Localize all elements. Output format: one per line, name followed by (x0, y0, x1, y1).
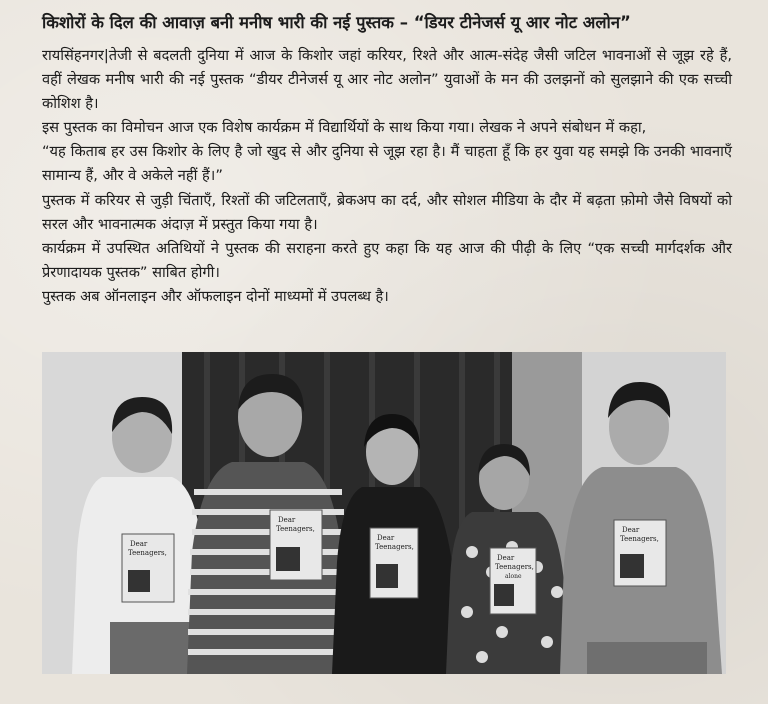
book-1 (122, 534, 174, 602)
paragraph-quote: “यह किताब हर उस किशोर के लिए है जो खुद से और दुनिया से जूझ रहा है। मैं चाहता हूँ कि हर युवा यह समझे कि उनकी भावनाएँ सामान्य हैं, और वे अकेले नहीं हैं।” (42, 143, 732, 185)
book-3 (370, 528, 418, 598)
book-4-subtitle: Teenagers, (495, 563, 534, 571)
article-body (42, 44, 732, 309)
headline: किशोरों के दिल की आवाज़ बनी मनीष भारी की नई पुस्तक – “डियर टीनेजर्स यू आर नोट अलोन” (42, 13, 631, 32)
book-5 (614, 520, 666, 586)
group-photo (42, 352, 726, 674)
photo-illustration (42, 352, 726, 674)
book-4 (490, 548, 536, 614)
book-2-title: Dear (278, 516, 296, 524)
book-1-subtitle: Teenagers, (128, 549, 167, 557)
book-2-subtitle: Teenagers, (276, 525, 315, 533)
book-3-subtitle: Teenagers, (375, 543, 414, 551)
paragraph-topics: पुस्तक में करियर से जुड़ी चिंताएँ, रिश्तों की जटिलताएँ, ब्रेकअप का दर्द, और सोशल मीडिया के दौर में बढ़ता फ़ोमो जैसे विषयों को सरल और भावनात्मक अंदाज़ में प्रस्तुत किया गया है। (42, 191, 732, 233)
paragraph-praise: कार्यक्रम में उपस्थित अतिथियों ने पुस्तक की सराहना करते हुए कहा कि यह आज की पीढ़ी के लिए “एक सच्ची मार्गदर्शक और प्रेरणादायक पुस्तक” साबित होगी। (42, 239, 732, 281)
paragraph-intro: रायसिंहनगर|तेजी से बदलती दुनिया में आज के किशोर जहां करियर, रिश्ते और आत्म-संदेह जैसी जटिल भावनाओं से जूझ रहे हैं, वहीं लेखक मनीष भारी की नई पुस्तक “डीयर टीनेजर्स यू आर नोट अलोन” युवाओं के मन की उलझनों को सुलझाने की एक सच्ची कोशिश है। (42, 47, 732, 113)
book-5-subtitle: Teenagers, (620, 535, 659, 543)
paragraph-availability: पुस्तक अब ऑनलाइन और ऑफलाइन दोनों माध्यमों में उपलब्ध है। (42, 287, 389, 305)
paragraph-launch: इस पुस्तक का विमोचन आज एक विशेष कार्यक्रम में विद्यार्थियों के साथ किया गया। लेखक ने अपने संबोधन में कहा, (42, 119, 647, 137)
book-4-title: Dear (497, 554, 515, 562)
book-5-title: Dear (622, 526, 640, 534)
book-4-tag: alone (505, 573, 522, 580)
book-3-title: Dear (377, 534, 395, 542)
book-2 (270, 510, 322, 580)
book-1-title: Dear (130, 540, 148, 548)
